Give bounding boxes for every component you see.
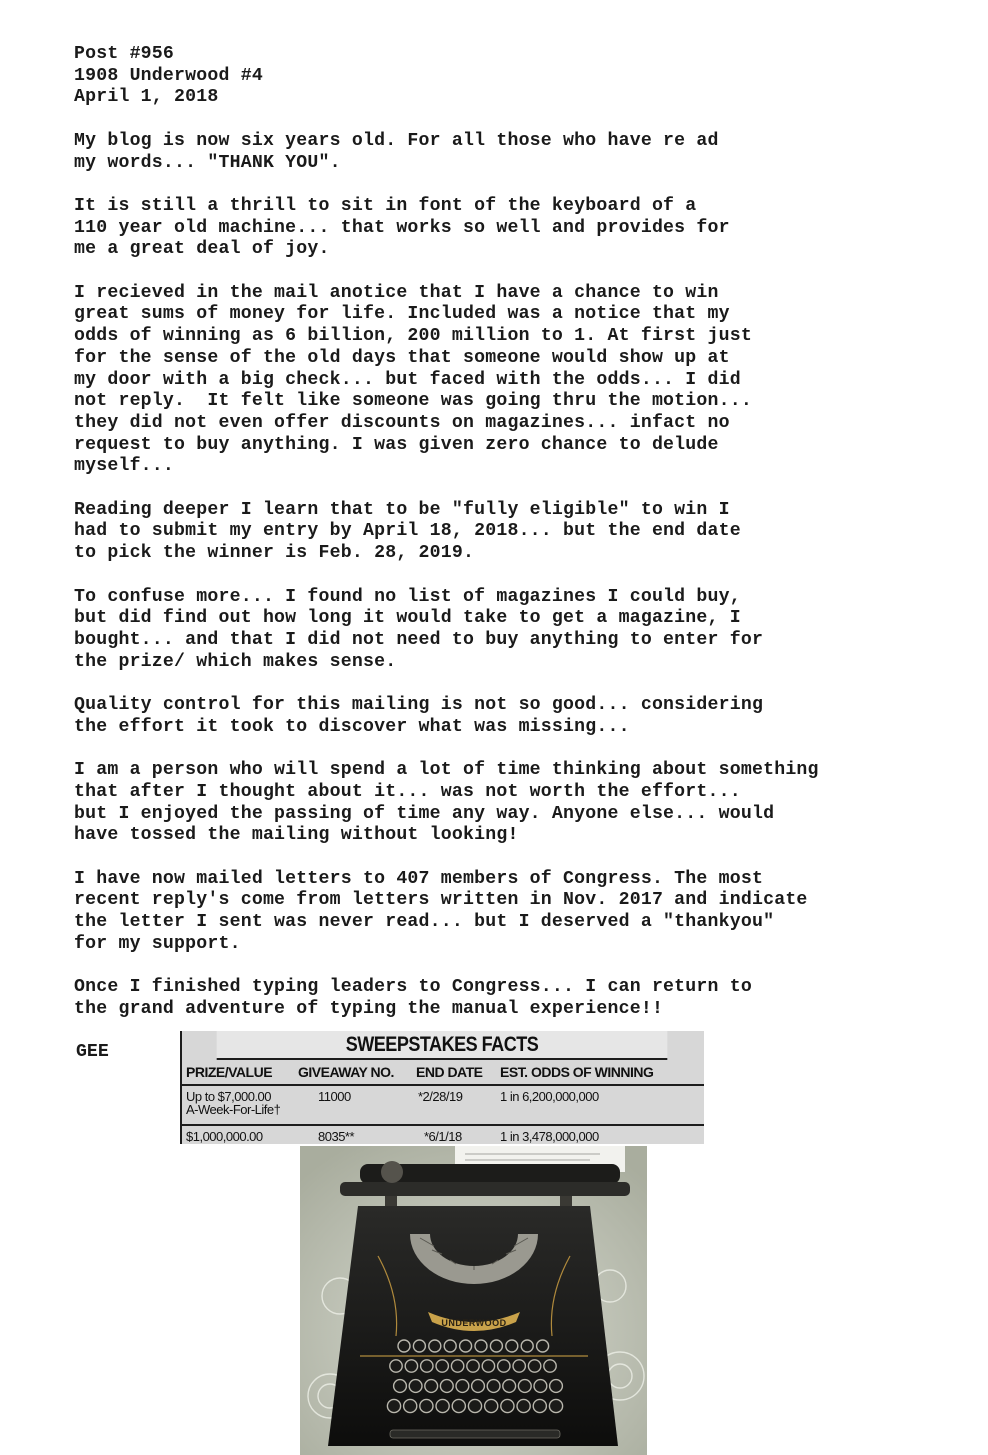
odds-cell: 1 in 3,478,000,000 <box>494 1125 704 1144</box>
typewriter-key <box>482 1360 494 1372</box>
typewriter-key <box>436 1360 448 1372</box>
typed-line: my words... "THANK YOU". <box>74 152 341 173</box>
typewriter-key <box>503 1380 516 1393</box>
giveaway-cell: 11000 <box>318 1089 351 1104</box>
typewriter-key <box>534 1380 547 1393</box>
typewriter-key <box>518 1380 531 1393</box>
letter-paragraph <box>74 695 974 738</box>
column-header: PRIZE/VALUE <box>180 1060 292 1085</box>
post-date: April 1, 2018 <box>74 87 219 108</box>
typed-line: they did not even offer discounts on magazines... infact no <box>74 412 730 433</box>
underwood-typewriter-image <box>300 1146 647 1455</box>
typewriter-key <box>468 1399 481 1412</box>
typewriter-key <box>405 1360 417 1372</box>
table-row <box>180 1125 704 1144</box>
letter-paragraph <box>74 587 974 674</box>
typewriter-key <box>475 1340 487 1352</box>
typed-line: my door with a big check... but faced with the odds... I did <box>74 369 741 390</box>
letter-paragraph <box>74 500 974 565</box>
typewriter-key <box>467 1360 479 1372</box>
typewriter-key <box>413 1340 425 1352</box>
typed-line: for my support. <box>74 933 241 954</box>
typed-line: the effort it took to discover what was missing... <box>74 716 630 737</box>
letter-paragraph <box>74 760 974 847</box>
typewriter-key <box>528 1360 540 1372</box>
typed-line: 110 year old machine... that works so well and provides for <box>74 217 730 238</box>
typed-line: bought... and that I did not need to buy anything to enter for <box>74 629 764 650</box>
typed-line: me a great deal of joy. <box>74 239 330 260</box>
giveaway-cell: 8035** <box>292 1125 402 1144</box>
letter-paragraph <box>74 283 974 478</box>
typewriter-key <box>404 1399 417 1412</box>
prize-value: Up to $7,000.00 <box>186 1089 272 1104</box>
typewriter-key <box>440 1380 453 1393</box>
typewriter-key <box>498 1360 510 1372</box>
column-header: EST. ODDS OF WINNING <box>494 1060 704 1085</box>
typed-line: I am a person who will spend a lot of time thinking about something <box>74 760 819 781</box>
typed-line: odds of winning as 6 billion, 200 million to 1. At first just <box>74 326 752 347</box>
typed-line: recent reply's come from letters written in Nov. 2017 and indicate <box>74 890 808 911</box>
typewriter-key <box>472 1380 485 1393</box>
brand-plate-text: UNDERWOOD <box>441 1318 507 1328</box>
end-date-cell: *6/1/18 <box>402 1125 494 1144</box>
typewriter-key <box>517 1399 530 1412</box>
typewriter-key <box>390 1360 402 1372</box>
typed-line: Once I finished typing leaders to Congress... I can return to <box>74 977 752 998</box>
typed-line: have tossed the mailing without looking! <box>74 825 519 846</box>
typed-line: I recieved in the mail anotice that I have a chance to win <box>74 282 719 303</box>
clipping-title: SWEEPSTAKES FACTS <box>217 1031 668 1060</box>
typed-line: To confuse more... I found no list of magazines I could buy, <box>74 586 741 607</box>
odds-cell: 1 in 6,200,000,000 <box>500 1089 599 1104</box>
typed-line: for the sense of the old days that someone would show up at <box>74 347 730 368</box>
typewriter-key <box>490 1340 502 1352</box>
typewriter-key <box>513 1360 525 1372</box>
sweepstakes-facts-clipping <box>180 1031 704 1144</box>
typed-line: I have now mailed letters to 407 members of Congress. The most <box>74 868 764 889</box>
typewriter-key <box>387 1399 400 1412</box>
end-date-cell: *2/28/19 <box>418 1089 463 1104</box>
table-header-row <box>180 1060 704 1085</box>
table-row <box>180 1085 704 1125</box>
typewriter-key <box>485 1399 498 1412</box>
typewriter-photo <box>300 1146 647 1455</box>
typed-line: Reading deeper I learn that to be "fully eligible" to win I <box>74 499 730 520</box>
machine-name: 1908 Underwood #4 <box>74 65 263 86</box>
typed-line: great sums of money for life. Included was a notice that my <box>74 304 730 325</box>
typewriter-key <box>456 1380 469 1393</box>
clipping-rule <box>180 1031 182 1144</box>
post-number: Post #956 <box>74 44 175 64</box>
typewriter-key <box>394 1380 407 1393</box>
typewriter-key <box>420 1399 433 1412</box>
typewriter-key <box>550 1380 563 1393</box>
sweepstakes-table <box>180 1060 704 1144</box>
typewriter-key <box>398 1340 410 1352</box>
typewriter-key <box>501 1399 514 1412</box>
typewriter-key <box>544 1360 556 1372</box>
typewriter-key <box>429 1340 441 1352</box>
column-header: GIVEAWAY NO. <box>292 1060 402 1085</box>
typewriter-key <box>421 1360 433 1372</box>
letter-paragraph <box>74 131 974 174</box>
column-header: END DATE <box>402 1060 494 1085</box>
paragraph-list <box>74 131 974 1021</box>
typewriter-key <box>533 1399 546 1412</box>
typed-line: but I enjoyed the passing of time any way. Anyone else... would <box>74 803 775 824</box>
typed-line: It is still a thrill to sit in font of the keyboard of a <box>74 195 697 216</box>
typewriter-key <box>409 1380 422 1393</box>
typed-line: to pick the winner is Feb. 28, 2019. <box>74 543 475 564</box>
typed-line: the letter I sent was never read... but I deserved a "thankyou" <box>74 912 775 932</box>
typed-line: the grand adventure of typing the manual experience!! <box>74 998 664 1019</box>
typed-line: had to submit my entry by April 18, 2018... but the end date <box>74 521 741 542</box>
typed-line: My blog is now six years old. For all those who have re ad <box>74 130 719 151</box>
letter-paragraph <box>74 869 974 956</box>
typewriter-key <box>425 1380 438 1393</box>
prize-cell <box>180 1085 292 1125</box>
typed-line: Quality control for this mailing is not so good... considering <box>74 695 764 715</box>
typewriter-key <box>460 1340 472 1352</box>
typed-line: request to buy anything. I was given zero chance to delude <box>74 434 719 455</box>
typewriter-key <box>549 1399 562 1412</box>
typewriter-key <box>487 1380 500 1393</box>
typewriter-key <box>452 1399 465 1412</box>
typed-line: that after I thought about it... was not worth the effort... <box>74 781 741 802</box>
typewriter-key <box>451 1360 463 1372</box>
typed-line: the prize/ which makes sense. <box>74 651 397 672</box>
typed-line: myself... <box>74 456 175 477</box>
signature: GEE <box>76 1042 109 1062</box>
letter-paragraph <box>74 196 974 261</box>
typewriter-key <box>537 1340 549 1352</box>
prize-cell: $1,000,000.00 <box>180 1125 292 1144</box>
typed-line: not reply. It felt like someone was going thru the motion... <box>74 391 752 412</box>
typewriter-key <box>506 1340 518 1352</box>
typewriter-key <box>444 1340 456 1352</box>
typewriter-key <box>521 1340 533 1352</box>
letter-body <box>74 44 974 1021</box>
letter-paragraph <box>74 977 974 1020</box>
typed-line: but did find out how long it would take to get a magazine, I <box>74 608 741 629</box>
prize-value-line2: A-Week-For-Life† <box>186 1102 281 1117</box>
typewriter-key <box>436 1399 449 1412</box>
